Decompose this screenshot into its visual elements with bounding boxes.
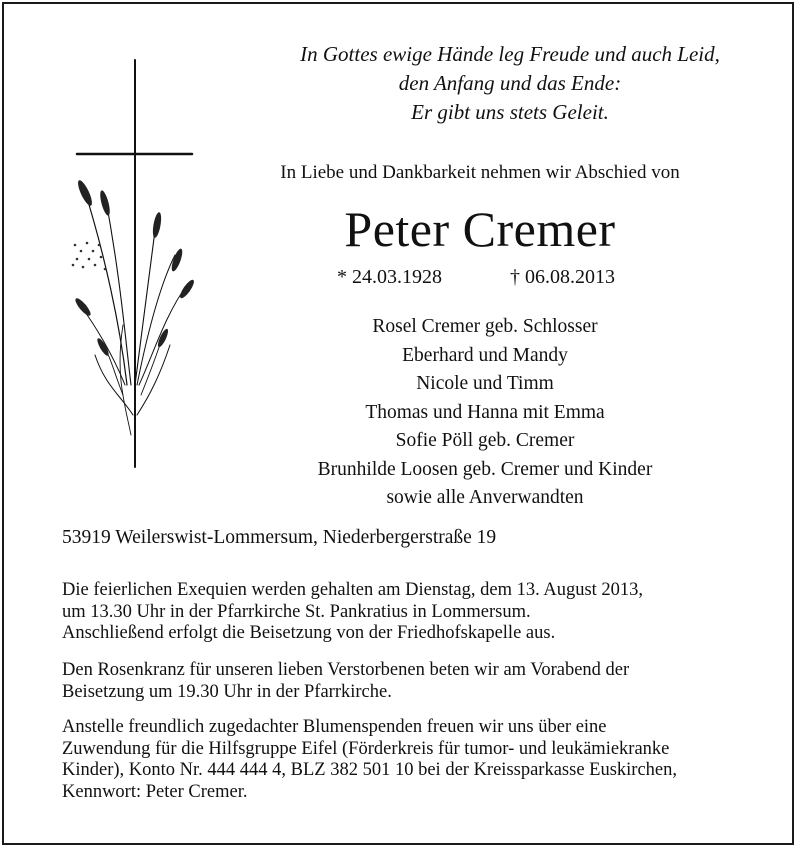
exequien-paragraph xyxy=(62,580,792,645)
rosenkranz-paragraph xyxy=(62,660,792,703)
mourner-line: Eberhard und Mandy xyxy=(402,344,568,366)
paragraph-line: um 13.30 Uhr in der Pfarrkirche St. Pankratius in Lommersum. xyxy=(62,601,531,622)
mourner-line: Thomas und Hanna mit Emma xyxy=(365,401,605,423)
mourner-line: Rosel Cremer geb. Schlosser xyxy=(372,316,598,337)
address: 53919 Weilerswist-Lommersum, Niederbergerstraße 19 xyxy=(62,527,497,548)
cross-with-wheat-icon xyxy=(65,55,205,475)
paragraph-line: Kennwort: Peter Cremer. xyxy=(62,781,248,802)
deceased-name: Peter Cremer xyxy=(344,201,616,257)
birth-date: * 24.03.1928 xyxy=(337,266,442,288)
poem-line: den Anfang und das Ende: xyxy=(398,71,622,95)
poem xyxy=(230,40,790,127)
mourner-line: sowie alle Anverwandten xyxy=(386,487,584,508)
paragraph-line: Anschließend erfolgt die Beisetzung von der Friedhofskapelle aus. xyxy=(62,623,556,643)
poem-line: Er gibt uns stets Geleit. xyxy=(411,100,609,124)
poem-line: In Gottes ewige Hände leg Freude und auch Leid, xyxy=(300,42,720,66)
paragraph-line: Zuwendung für die Hilfsgruppe Eifel (Förderkreis für tumor- und leukämiekranke xyxy=(62,738,670,759)
paragraph-line: Den Rosenkranz für unseren lieben Verstorbenen beten wir am Vorabend der xyxy=(62,660,630,680)
intro-text: In Liebe und Dankbarkeit nehmen wir Abschied von xyxy=(280,162,680,183)
paragraph-line: Die feierlichen Exequien werden gehalten am Dienstag, dem 13. August 2013, xyxy=(62,580,644,600)
mourners-list xyxy=(230,313,740,513)
mourner-line: Sofie Pöll geb. Cremer xyxy=(395,430,575,451)
paragraph-line: Beisetzung um 19.30 Uhr in der Pfarrkirche. xyxy=(62,681,392,702)
paragraph-line: Kinder), Konto Nr. 444 444 4, BLZ 382 501 10 bei der Kreissparkasse Euskirchen, xyxy=(62,760,678,780)
mourner-line: Nicole und Timm xyxy=(416,373,554,394)
spenden-paragraph xyxy=(62,717,792,803)
mourner-line: Brunhilde Loosen geb. Cremer und Kinder xyxy=(317,458,653,480)
paragraph-line: Anstelle freundlich zugedachter Blumenspenden freuen wir uns über eine xyxy=(62,717,607,737)
death-date: † 06.08.2013 xyxy=(510,266,615,288)
